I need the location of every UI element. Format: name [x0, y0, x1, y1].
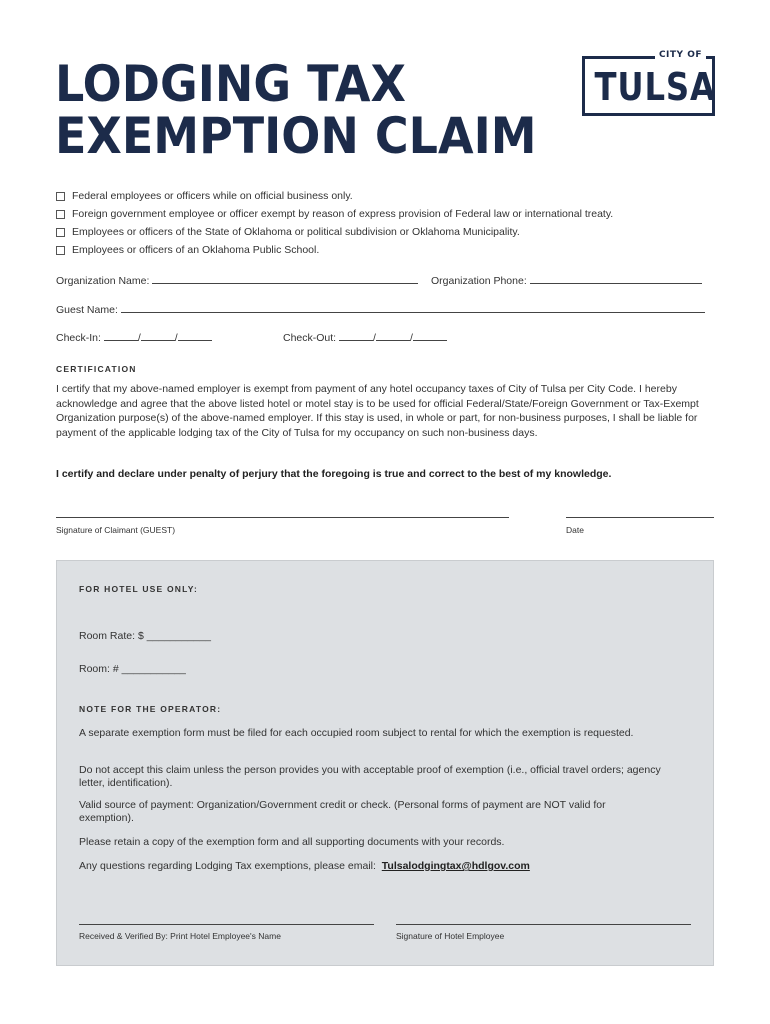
form-title: [55, 55, 537, 165]
exemption-item[interactable]: [56, 223, 613, 241]
organization-name-field: [56, 274, 418, 287]
organization-phone-label: Organization Phone:: [431, 275, 527, 287]
checkbox[interactable]: [56, 246, 65, 255]
check-in-label: Check-In:: [56, 332, 101, 344]
contact-email-link[interactable]: Tulsalodgingtax@hdlgov.com: [381, 860, 530, 872]
hotel-use-section: [56, 560, 714, 966]
guest-name-field: [56, 303, 705, 316]
title-line-2: EXEMPTION CLAIM: [55, 107, 537, 165]
received-by-label: Received & Verified By: Print Hotel Employee's Name: [79, 931, 281, 941]
check-out-field: Check-Out: / /: [283, 331, 447, 344]
organization-phone-field: [431, 274, 702, 287]
employee-signature-line[interactable]: [396, 924, 691, 925]
exemption-item[interactable]: [56, 205, 613, 223]
received-by-line[interactable]: [79, 924, 374, 925]
email-prompt: Any questions regarding Lodging Tax exemptions, please email:: [79, 860, 376, 872]
guest-name-input[interactable]: [121, 303, 705, 313]
room-rate-field[interactable]: Room Rate: $ ___________: [79, 630, 211, 642]
checkbox[interactable]: [56, 228, 65, 237]
check-out-year[interactable]: [413, 331, 447, 341]
check-in-month[interactable]: [104, 331, 138, 341]
exemption-label: Federal employees or officers while on official business only.: [72, 190, 353, 202]
certification-body: I certify that my above-named employer is exempt from payment of any hotel occupancy taxes of City of Tulsa per City Code. I hereby acknowledge and agree that the above listed hotel or motel stay is to be used for official Federal/State/Foreign Government or Tax-Exempt Organization purpose(s) of the above-named employer. If this stay is used, in whole or part, for non-business purposes, I shall be liable for payment of the applicable lodging tax of the City of Tulsa for my occupancy on such non-business days.: [56, 383, 699, 439]
claimant-signature-line[interactable]: [56, 517, 509, 518]
check-out-month[interactable]: [339, 331, 373, 341]
claimant-signature-label: Signature of Claimant (GUEST): [56, 525, 176, 535]
operator-note-2: Do not accept this claim unless the person provides you with acceptable proof of exemption (i.e., official travel orders; agency letter, identification).: [79, 764, 661, 789]
operator-note-5: [79, 860, 530, 872]
exemption-checklist: [56, 187, 613, 259]
check-out-day[interactable]: [376, 331, 410, 341]
check-out-label: Check-Out:: [283, 332, 337, 344]
operator-note-heading: NOTE FOR THE OPERATOR:: [79, 704, 222, 714]
operator-note-4: Please retain a copy of the exemption form and all supporting documents with your records.: [79, 836, 505, 848]
title-line-1: LODGING TAX: [55, 55, 406, 113]
operator-note-1: A separate exemption form must be filed for each occupied room subject to rental for which the exemption is requested.: [79, 727, 634, 739]
room-number-field[interactable]: Room: # ___________: [79, 663, 186, 675]
date-label: Date: [566, 525, 584, 535]
employee-signature-label: Signature of Hotel Employee: [396, 931, 505, 941]
guest-name-label: Guest Name:: [56, 304, 118, 316]
exemption-label: Foreign government employee or officer exempt by reason of express provision of Federal law or international treaty.: [72, 208, 614, 220]
checkbox[interactable]: [56, 192, 65, 201]
logo-city-of: CITY OF: [655, 50, 706, 60]
exemption-item[interactable]: [56, 241, 613, 259]
exemption-item[interactable]: [56, 187, 613, 205]
city-of-tulsa-logo: [582, 50, 716, 116]
certification-heading: CERTIFICATION: [56, 364, 137, 374]
logo-tulsa: TULSA: [594, 65, 716, 109]
check-in-year[interactable]: [178, 331, 212, 341]
operator-note-3: Valid source of payment: Organization/Government credit or check. (Personal forms of payment are NOT valid for exemption).: [79, 799, 606, 824]
perjury-declaration: I certify and declare under penalty of perjury that the foregoing is true and correct to the best of my knowledge.: [56, 468, 612, 480]
exemption-label: Employees or officers of the State of Oklahoma or political subdivision or Oklahoma Municipality.: [72, 226, 520, 238]
check-in-field: Check-In: / /: [56, 331, 212, 344]
hotel-use-heading: FOR HOTEL USE ONLY:: [79, 584, 198, 594]
organization-phone-input[interactable]: [530, 274, 702, 284]
check-in-day[interactable]: [141, 331, 175, 341]
checkbox[interactable]: [56, 210, 65, 219]
organization-name-label: Organization Name:: [56, 275, 150, 287]
organization-name-input[interactable]: [152, 274, 418, 284]
exemption-label: Employees or officers of an Oklahoma Public School.: [72, 244, 320, 256]
date-line[interactable]: [566, 517, 714, 518]
